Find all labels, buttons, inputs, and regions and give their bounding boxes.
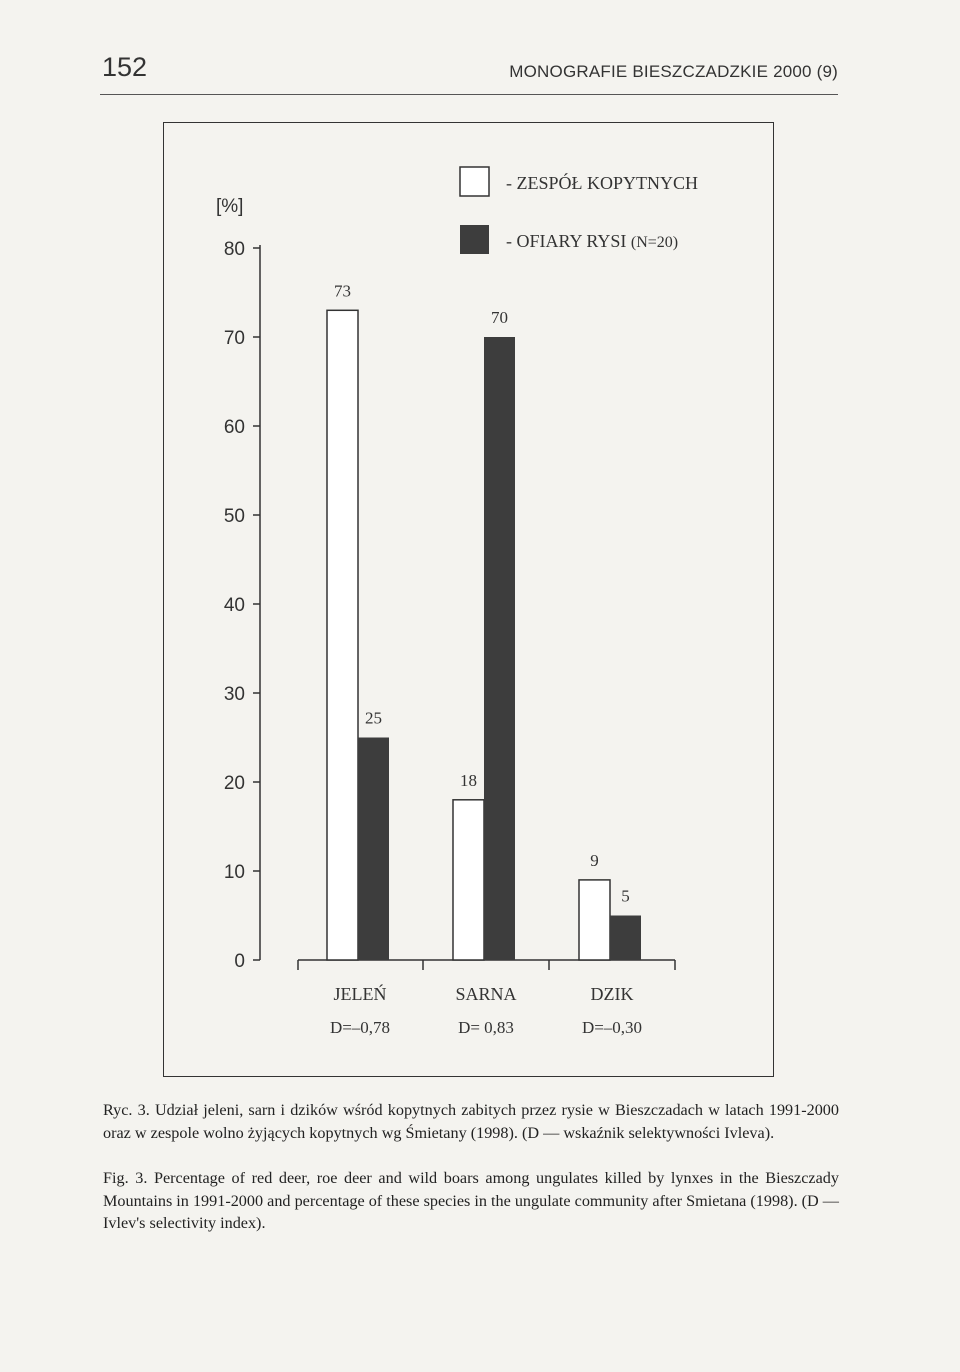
bar-value-label: 18 [460,770,477,790]
category-label: DZIK [590,984,634,1004]
y-tick-label: 0 [234,951,245,972]
bar-community [579,880,610,960]
legend-swatch-lynx-prey [460,225,489,254]
bar-value-label: 70 [491,308,508,327]
y-tick-label: 30 [223,684,245,705]
y-tick-label: 40 [223,595,245,616]
journal-title: MONOGRAFIE BIESZCZADZKIE 2000 (9) [509,62,838,81]
legend-label-lynx-prey-name: - OFIARY RYSI [506,231,627,251]
bar-community [453,800,484,960]
legend-swatch-community [460,167,489,196]
bar-value-label: 9 [590,850,599,870]
category-label: JELEŃ [333,984,387,1004]
y-tick-label: 80 [223,239,245,260]
bar-value-label: 73 [334,281,351,301]
category-labels [330,983,642,1037]
category-label: SARNA [455,984,517,1004]
y-tick-label: 20 [223,773,245,794]
y-axis-ticks [224,239,260,972]
legend-label-lynx-prey [506,231,678,251]
figure-frame [163,122,774,1077]
page-number: 152 [102,52,148,82]
x-axis-separator-ticks [298,960,675,970]
category-selectivity-index: D= 0,83 [458,1018,514,1037]
bar-lynx-prey [358,738,389,961]
legend [460,167,698,254]
category-selectivity-index: D=–0,78 [329,1018,391,1037]
bar-lynx-prey [610,916,641,961]
legend-label-lynx-prey-n: (N=20) [630,234,679,251]
y-tick-label: 60 [223,417,245,438]
y-tick-label: 50 [223,506,245,527]
legend-label-community: - ZESPÓŁ KOPYTNYCH [506,173,699,193]
y-tick-label: 10 [223,862,245,883]
y-axis-unit-label: [%] [216,196,244,217]
page-header [100,48,838,95]
bar-value-label: 25 [365,708,382,728]
figure-caption-polish: Ryc. 3. Udział jeleni, sarn i dzików wśród kopytnych zabitych przez rysie w Bieszczadach w latach 1991-2000 oraz w zespole wolno żyjących kopytnych wg Śmietany (1998). (D — wskaźnik selektywności Ivleva). [103,1101,839,1142]
bar-value-label: 5 [621,886,630,906]
bar-chart [164,123,775,1078]
figure-caption-english: Fig. 3. Percentage of red deer, roe deer and wild boars among ungulates killed by lynxes in the Bieszczady Mountains in 1991-2000 and percentage of these species in the ungulate community after Smietana (1998). (D — Ivlev's selectivity index). [103,1169,839,1232]
y-tick-label: 70 [223,328,245,349]
category-selectivity-index: D=–0,30 [581,1018,643,1037]
bar-lynx-prey [484,337,515,960]
bar-community [327,310,358,960]
